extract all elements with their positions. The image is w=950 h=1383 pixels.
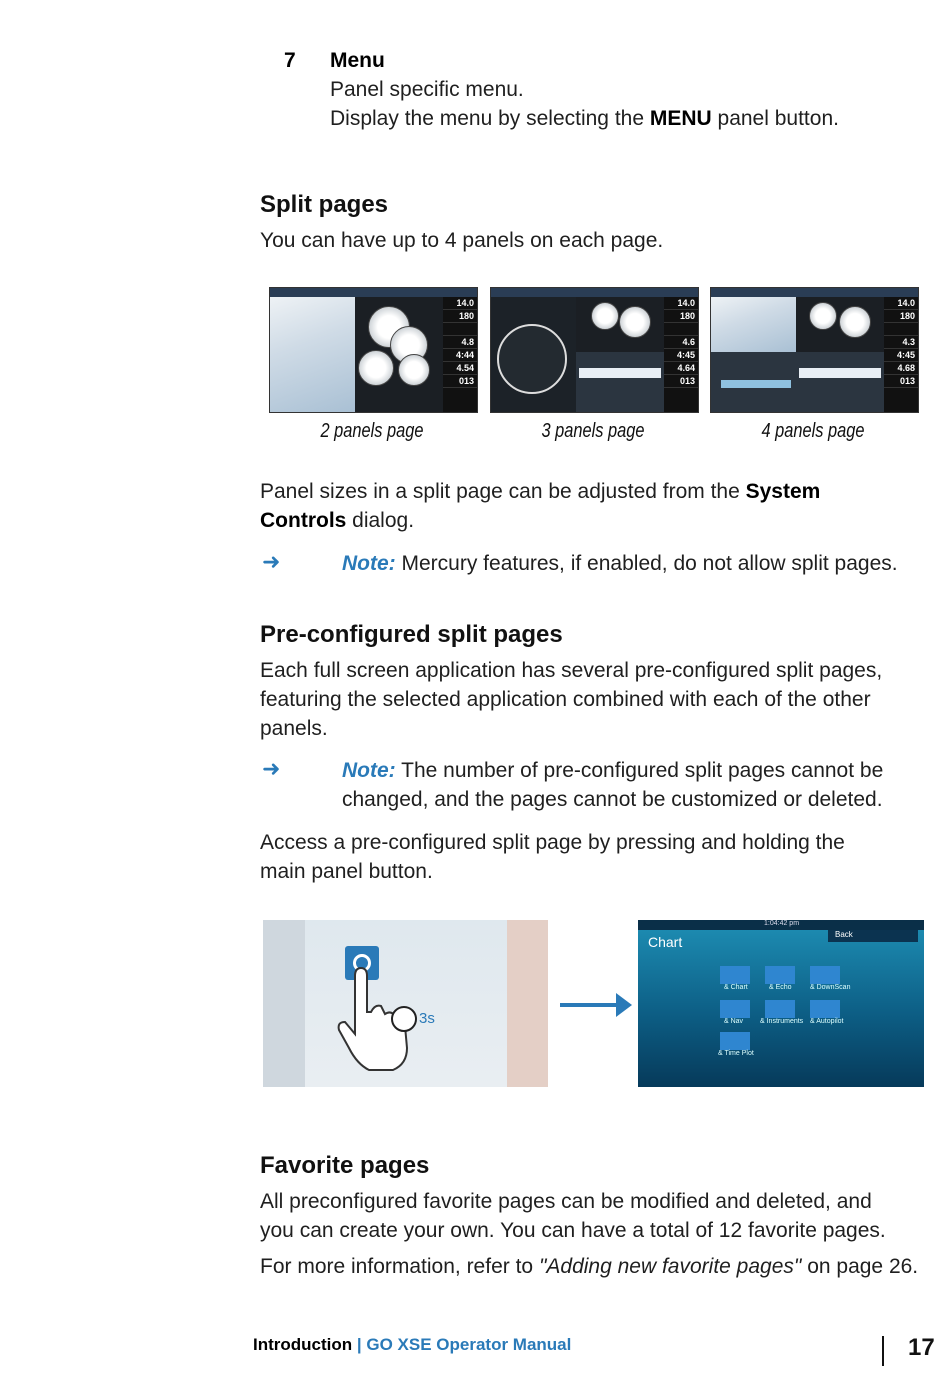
access-line2: main panel button. [260,860,433,883]
tile-chart-nav[interactable] [720,1000,750,1018]
note-text: Mercury features, if enabled, do not allow split pages. [395,552,898,575]
tile-chart-echo[interactable] [765,966,795,984]
back-button[interactable]: Back [835,930,853,939]
tile-label: & Autopilot [810,1018,844,1025]
gauge-icon [839,306,871,338]
hold-duration-label: 3s [419,1010,435,1027]
item-line2-post: panel button. [711,107,839,130]
preconfigured-para-line3: panels. [260,717,328,740]
transition-arrow-icon [616,993,632,1017]
compass-icon [497,324,567,394]
timer-icon [391,1006,417,1032]
tile-label: & Time Plot [718,1050,754,1057]
tile-label: & Echo [769,984,792,991]
favorite-reference [260,1252,918,1281]
item-line2-bold: MENU [649,107,712,130]
tile-chart-instruments[interactable] [765,1000,795,1018]
tile-chart-time-plot[interactable] [720,1032,750,1050]
steer-panel [796,352,884,412]
item-line1: Panel specific menu. [330,78,524,101]
plot-bar [721,380,791,388]
panel-sizes-text [260,477,900,535]
item-line2-pre: Display the menu by selecting the [330,107,650,130]
data-sidebar: 14.0 180 4.8 4:44 4.54 013 [443,297,477,412]
sizes-bold-controls: Controls [260,509,347,532]
note-arrow-icon: ➜ [262,756,281,781]
chart-panel [711,297,796,352]
favorite-para-line1: All preconfigured favorite pages can be modified and deleted, and [260,1190,872,1213]
ref-post: on page 26. [801,1255,919,1278]
note-text-line1: The number of pre-configured split pages cannot be [395,759,884,782]
item-line2 [330,104,839,133]
ref-pre: For more information, refer to [260,1255,539,1278]
sizes-bold-system: System [745,480,821,503]
screen-title: Chart [648,934,683,950]
caption-3-panels: 3 panels page [541,420,645,442]
sizes-post: dialog. [346,509,415,532]
steer-panel [576,352,664,412]
ref-link[interactable]: "Adding new favorite pages" [538,1255,802,1278]
tile-chart-chart[interactable] [720,966,750,984]
screen-time: 1:04:42 pm [764,920,800,927]
gauge-icon [358,350,394,386]
gauge-icon [398,354,430,386]
split-pages-intro: You can have up to 4 panels on each page. [260,229,664,252]
preconfigured-note-line2: changed, and the pages cannot be customized or deleted. [342,788,883,811]
preconfigured-para-line1: Each full screen application has several pre-configured split pages, [260,659,883,682]
data-sidebar: 14.0 180 4.6 4:45 4.64 013 [664,297,698,412]
tile-chart-downscan[interactable] [810,966,840,984]
steer-bar [579,368,661,378]
tile-label: & DownScan [810,984,851,991]
gauge-icon [591,302,619,330]
footer-title [253,1335,571,1355]
preconfigured-note-line1 [342,756,883,785]
chart-split-menu-screenshot [638,920,924,1087]
footer-manual: | GO XSE Operator Manual [356,1335,572,1354]
note-label: Note: [342,552,396,575]
sizes-pre: Panel sizes in a split page can be adjusted from the [260,480,746,503]
tile-label: & Nav [724,1018,744,1025]
access-line1: Access a pre-configured split page by pressing and holding the [260,831,845,854]
item-number: 7 [284,49,296,72]
tile-chart-autopilot[interactable] [810,1000,840,1018]
item-title: Menu [330,49,385,72]
note-label: Note: [342,759,396,782]
preconfigured-heading: Pre-configured split pages [260,621,563,648]
mercury-note [342,549,898,578]
two-panels-screenshot [269,287,478,413]
footer-divider [882,1336,884,1366]
data-sidebar: 14.0 180 4.3 4:45 4.68 013 [884,297,918,412]
tile-label: & Instruments [760,1018,804,1025]
steer-bar [799,368,881,378]
three-panels-screenshot [490,287,699,413]
press-hold-screenshot [263,920,548,1087]
screenshot-topbar [491,288,698,297]
tile-label: & Chart [724,984,748,991]
page-number: 17 [908,1334,935,1361]
caption-4-panels: 4 panels page [761,420,865,442]
faded-sidebar [263,920,305,1087]
note-arrow-icon: ➜ [262,549,281,574]
faded-right-column [507,920,548,1087]
transition-arrow-shaft [560,1003,620,1007]
split-pages-heading: Split pages [260,191,389,218]
favorite-heading: Favorite pages [260,1152,430,1179]
caption-2-panels: 2 panels page [320,420,424,442]
chart-panel [270,297,355,412]
screenshot-topbar [270,288,477,297]
four-panels-screenshot [710,287,919,413]
screenshot-topbar [711,288,918,297]
favorite-para-line2: you can create your own. You can have a total of 12 favorite pages. [260,1219,886,1242]
gauge-icon [809,302,837,330]
footer-section: Introduction [253,1335,353,1354]
gauge-icon [619,306,651,338]
preconfigured-para-line2: featuring the selected application combined with each of the other [260,688,871,711]
